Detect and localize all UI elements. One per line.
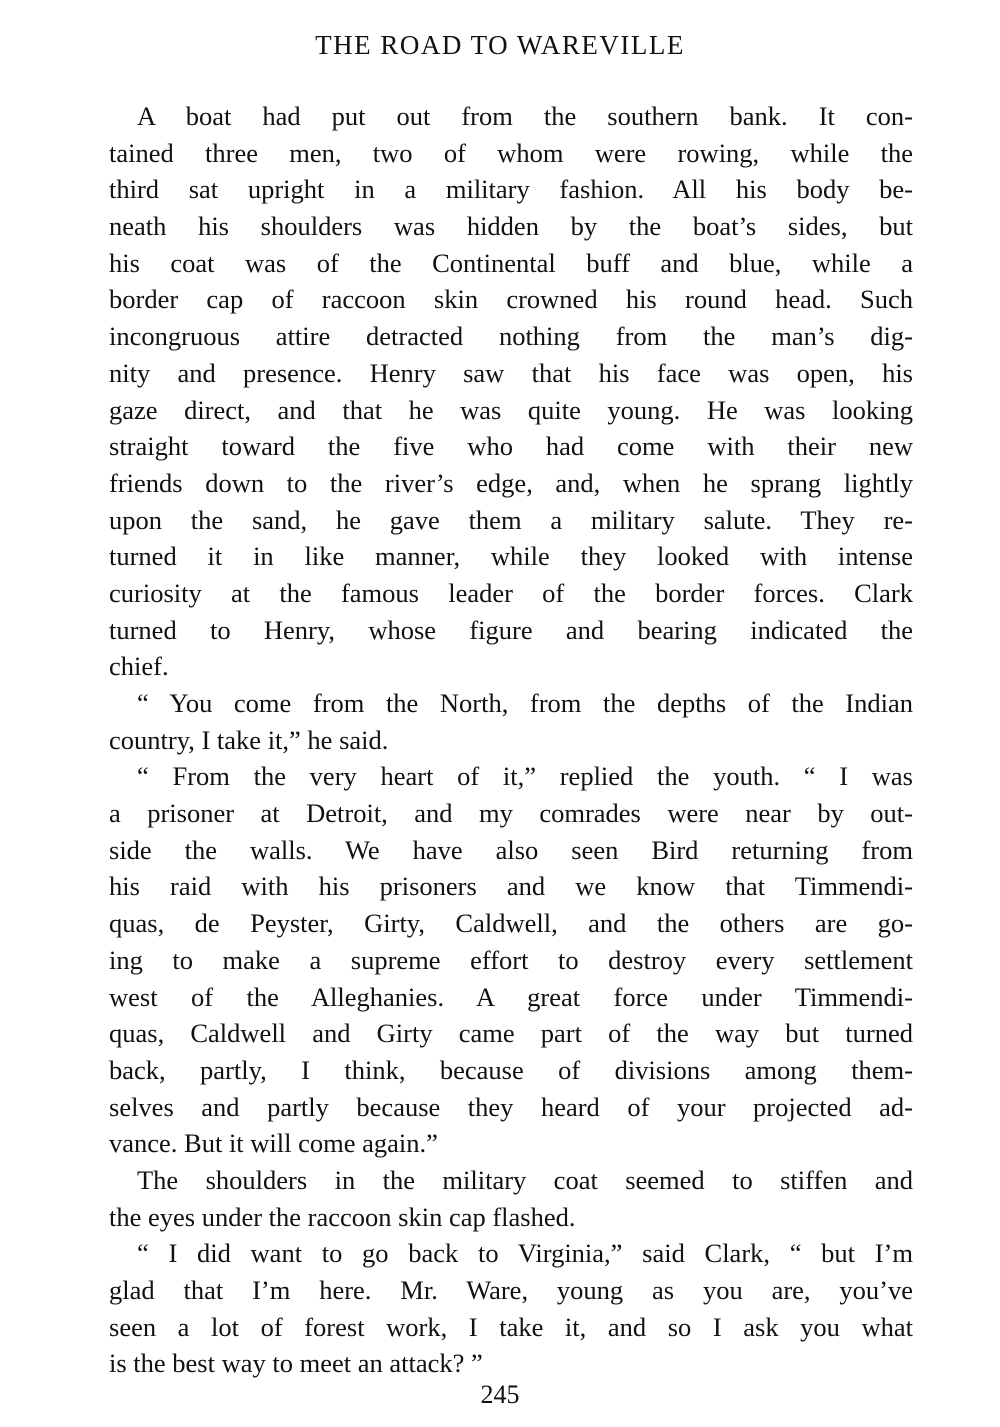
paragraph — [109, 98, 913, 685]
text-line: glad that I’m here. Mr. Ware, young as you are, you’ve — [109, 1275, 913, 1305]
page-number: 245 — [480, 1380, 520, 1409]
text-line: tained three men, two of whom were rowing, while the — [109, 137, 913, 168]
text-line: “ I did want to go back to Virginia,” said Clark, “ but I’m — [137, 1238, 913, 1269]
text-line: is the best way to meet an attack? ” — [109, 1348, 483, 1379]
text-line: upon the sand, he gave them a military salute. They re- — [109, 504, 913, 535]
text-line: turned to Henry, whose figure and bearing indicated the — [109, 614, 913, 645]
paragraph — [109, 1235, 913, 1382]
body-text — [109, 98, 913, 1382]
text-line: border cap of raccoon skin crowned his round head. Such — [109, 284, 913, 315]
running-head: THE ROAD TO WAREVILLE — [315, 30, 685, 60]
paragraph — [109, 758, 913, 1162]
paragraph — [109, 685, 913, 758]
paragraph — [109, 1162, 913, 1235]
text-line: vance. But it will come again.” — [109, 1128, 438, 1159]
text-line: seen a lot of forest work, I take it, and so I ask you what — [109, 1311, 913, 1342]
text-line: “ You come from the North, from the depths of the Indian — [137, 688, 913, 718]
text-line: a prisoner at Detroit, and my comrades were near by out- — [109, 798, 913, 829]
text-line: incongruous attire detracted nothing from the man’s dig- — [109, 321, 913, 352]
text-line: selves and partly because they heard of your projected ad- — [109, 1091, 913, 1122]
text-line: turned it in like manner, while they looked with intense — [109, 541, 913, 572]
text-line: his coat was of the Continental buff and blue, while a — [109, 247, 913, 278]
text-line: quas, de Peyster, Girty, Caldwell, and the others are go- — [109, 908, 913, 939]
text-line: chief. — [109, 651, 169, 682]
text-line: side the walls. We have also seen Bird returning from — [109, 834, 913, 865]
text-line: The shoulders in the military coat seemed to stiffen and — [137, 1164, 913, 1195]
text-line: “ From the very heart of it,” replied the youth. “ I was — [137, 761, 913, 792]
text-line: straight toward the five who had come with their new — [109, 431, 913, 462]
text-line: A boat had put out from the southern bank. It con- — [137, 101, 913, 131]
text-line: third sat upright in a military fashion. All his body be- — [109, 174, 913, 205]
text-line: neath his shoulders was hidden by the boat’s sides, but — [109, 211, 913, 242]
text-line: back, partly, I think, because of divisions among them- — [109, 1054, 913, 1085]
text-line: ing to make a supreme effort to destroy every settlement — [109, 944, 913, 975]
text-line: west of the Alleghanies. A great force under Timmendi- — [109, 981, 913, 1012]
text-line: friends down to the river’s edge, and, when he sprang lightly — [109, 467, 913, 498]
text-line: the eyes under the raccoon skin cap flashed. — [109, 1201, 576, 1232]
text-line: gaze direct, and that he was quite young. He was looking — [109, 394, 913, 425]
text-line: nity and presence. Henry saw that his face was open, his — [109, 357, 913, 388]
text-line: quas, Caldwell and Girty came part of the way but turned — [109, 1018, 913, 1049]
text-line: his raid with his prisoners and we know that Timmendi- — [109, 871, 913, 902]
text-line: country, I take it,” he said. — [109, 724, 389, 755]
text-line: curiosity at the famous leader of the border forces. Clark — [109, 577, 913, 608]
